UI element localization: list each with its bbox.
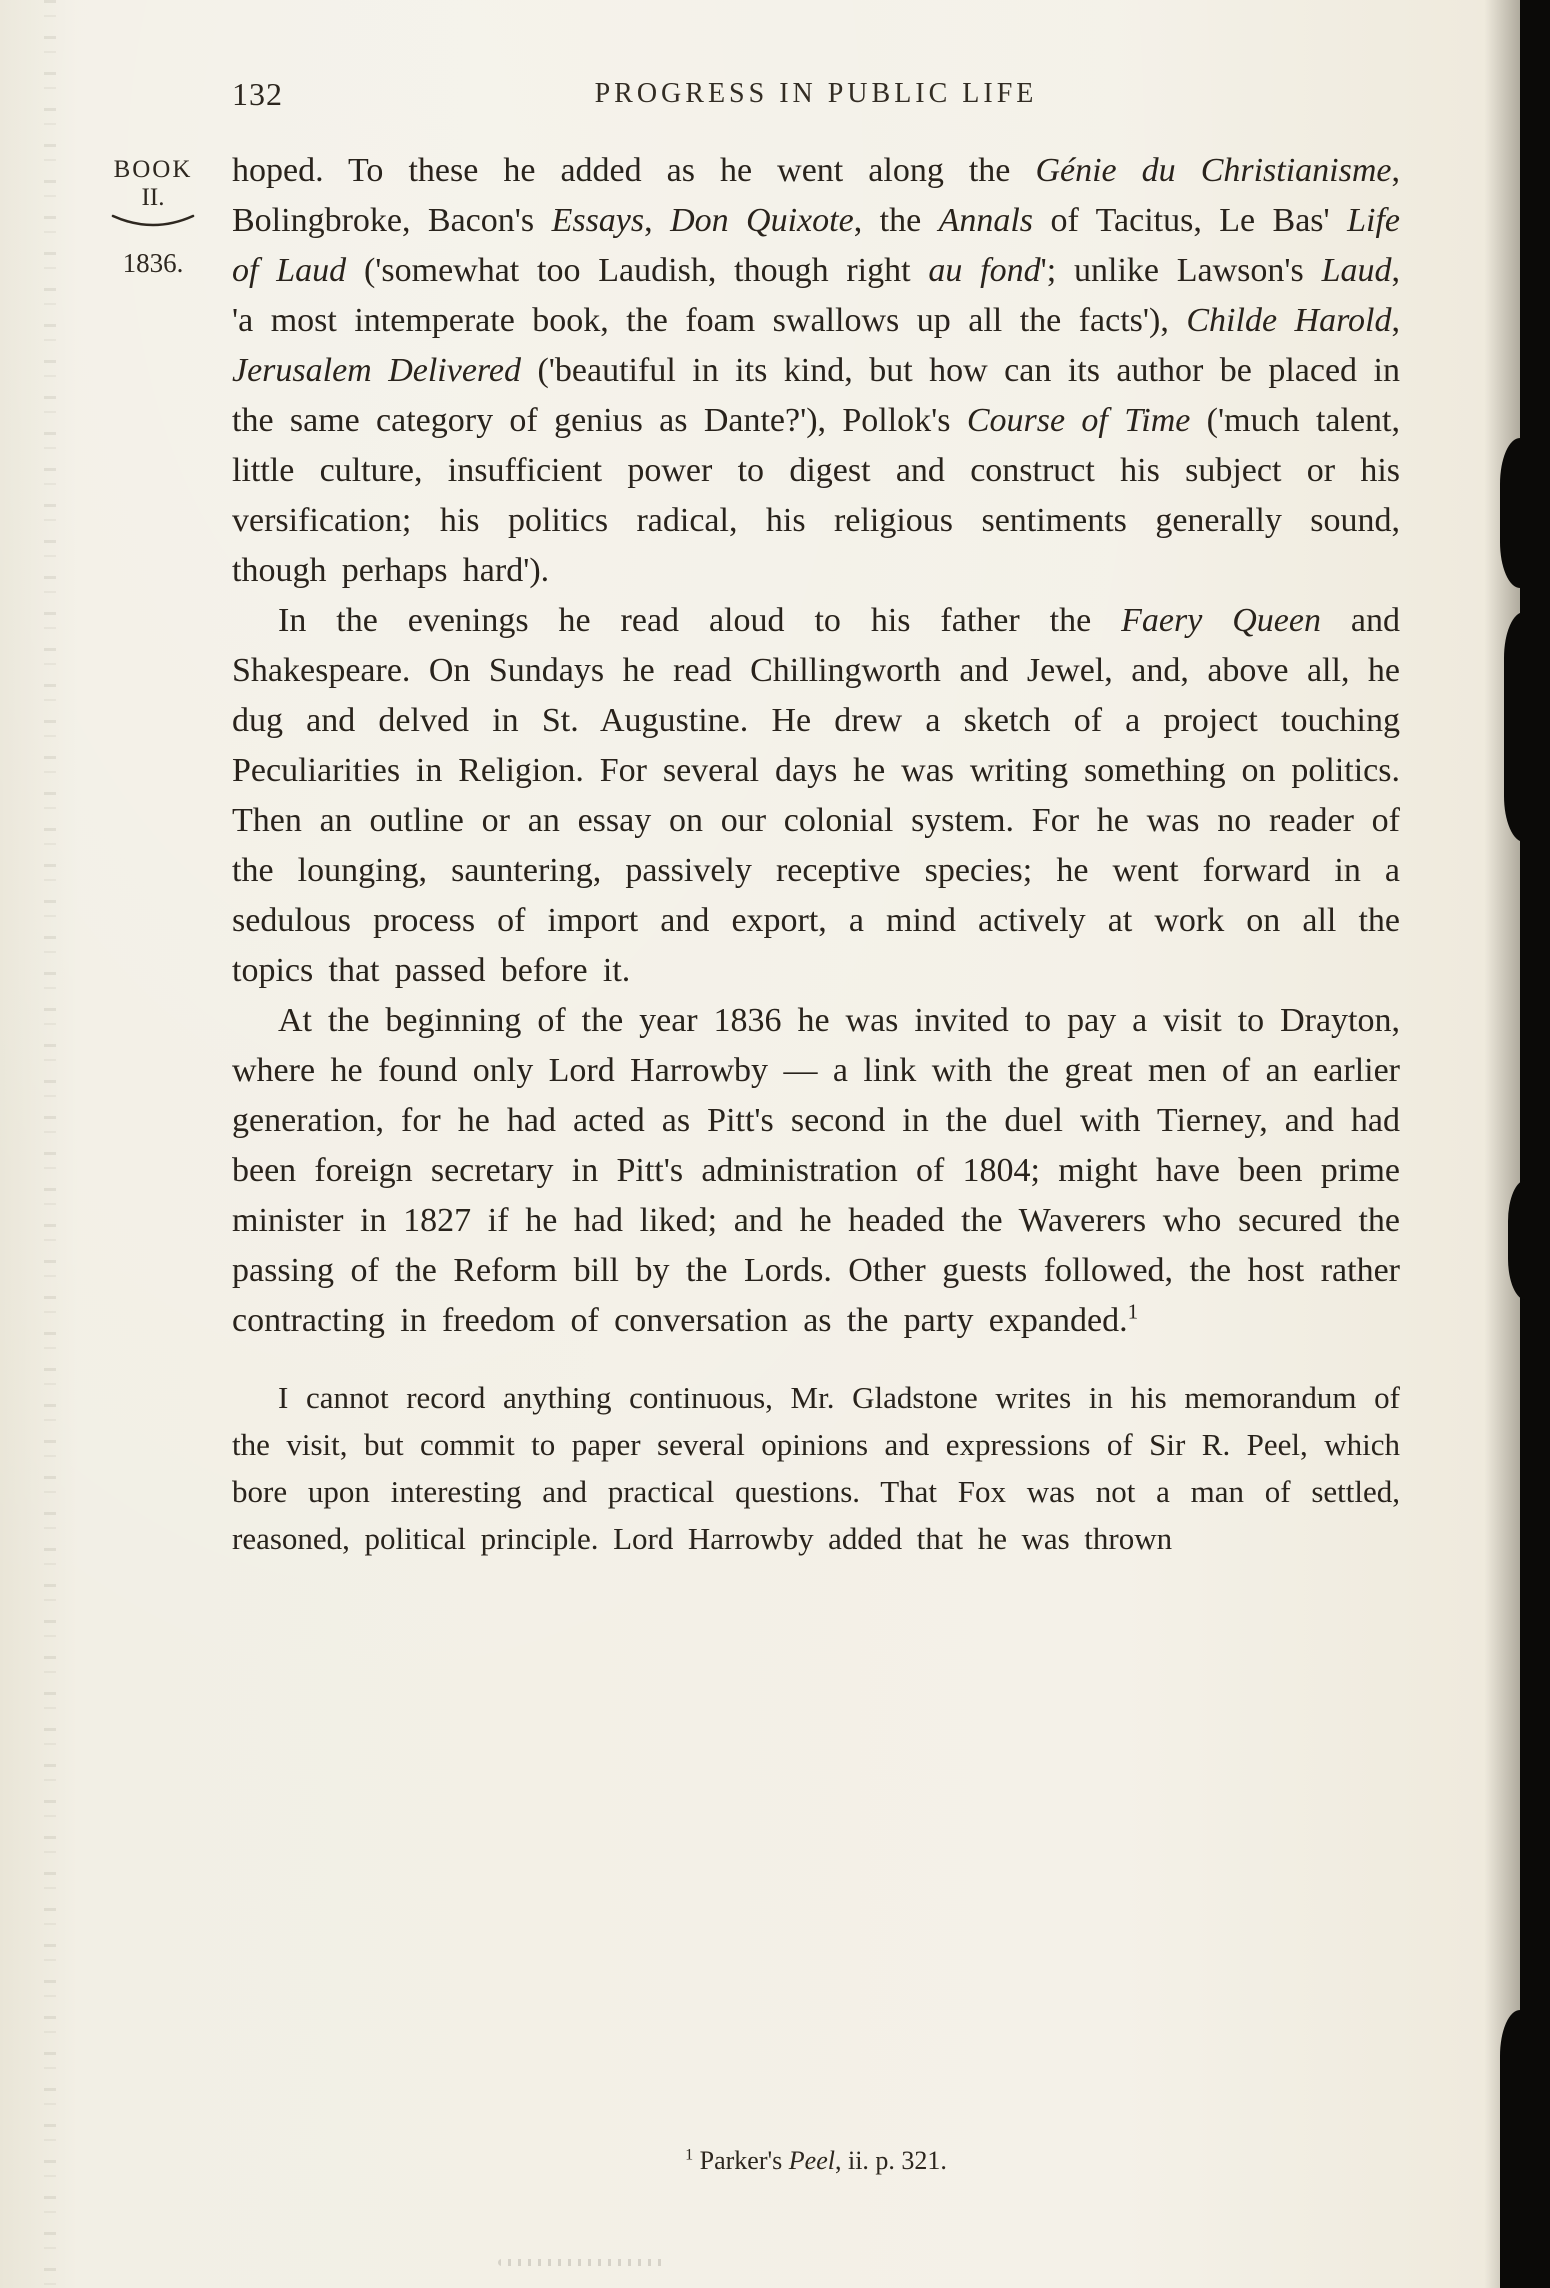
scan-blob <box>1504 612 1528 842</box>
text: , <box>644 202 671 239</box>
text: , 'a most intemperate book, the foam swallows up all the facts'), <box>232 252 1400 339</box>
margin-brace-icon <box>107 212 199 232</box>
running-header: PROGRESS IN PUBLIC LIFE <box>594 78 1038 109</box>
text: hoped. To these he added as he went along the <box>232 152 1036 189</box>
italic-text: au fond <box>928 252 1041 289</box>
text: In the evenings he read aloud to his father the <box>278 602 1122 639</box>
italic-text: Peel <box>788 2146 835 2175</box>
page-header <box>232 78 1400 110</box>
text: , ii. p. 321. <box>834 2146 947 2175</box>
paragraph <box>232 996 1400 1346</box>
text: of Tacitus, Le Bas' <box>1033 202 1348 239</box>
scan-smudge-bottom <box>498 2259 668 2266</box>
scan-blob <box>1500 438 1526 588</box>
paragraph-continuation <box>232 146 1400 596</box>
text: and Shakespeare. On Sundays he read Chillingworth and Jewel, and, above all, he dug and delved in St. Augustine. He drew a sketch of a project touching Peculiarities in Religion. For several days he was writing something on politics. Then an outline or an essay on our colonial system. For he was no reader of the lounging, sauntering, passively receptive species; he went forward in a sedulous process of import and export, a mind actively at work on all the topics that passed before it. <box>232 602 1400 989</box>
margin-book-label: BOOK <box>113 156 193 183</box>
superscript-ref: 1 <box>1127 1299 1139 1324</box>
italic-text: Annals <box>938 202 1034 239</box>
margin-year-label: 1836. <box>122 248 184 278</box>
text: Parker's <box>693 2146 789 2175</box>
italic-text: Life of Laud <box>232 202 1400 289</box>
superscript-ref: 1 <box>685 2146 694 2164</box>
italic-text: Laud <box>1321 252 1392 289</box>
italic-text: Essays <box>551 202 645 239</box>
scan-noise-left <box>44 0 56 2288</box>
italic-text: Childe Harold <box>1186 302 1392 339</box>
footnote-text <box>685 2146 947 2175</box>
text: '; unlike Lawson's <box>1040 252 1322 289</box>
italic-text: Génie du Christianisme <box>1035 152 1392 189</box>
footnote <box>232 2146 1400 2176</box>
italic-text: Don Quixote <box>670 202 854 239</box>
text: I cannot record anything continuous, Mr. Gladstone writes in his memorandum of the visit, but commit to paper several opinions and expressions of Sir R. Peel, which bore upon interesting and practical questions. That Fox was not a man of settled, reasoned, political principle. Lord Harrowby added that he was thrown <box>232 1380 1400 1556</box>
text: ('much talent, little culture, insufficient power to digest and construct his subject or his versification; his politics radical, his religious sentiments generally sound, though perhaps hard'). <box>232 402 1401 589</box>
scan-bar-right <box>1520 0 1550 2288</box>
italic-text: Course of Time <box>966 402 1191 439</box>
text: , the <box>853 202 939 239</box>
italic-text: Faery Queen <box>1121 602 1321 639</box>
italic-text: Jerusalem Delivered <box>232 352 521 389</box>
text: ('beautiful in its kind, but how can its author be placed in the same category of genius as Dante?'), Pollok's <box>232 352 1400 439</box>
page-body <box>232 146 1400 1562</box>
text: , Bolingbroke, Bacon's <box>232 152 1400 239</box>
text: At the beginning of the year 1836 he was invited to pay a visit to Drayton, where he found only Lord Harrowby — a link with the great men of an earlier generation, for he had acted as Pitt's second in the duel with Tierney, and had been foreign secretary in Pitt's administration of 1804; might have been prime minister in 1827 if he had liked; and he headed the Waverers who secured the passing of the Reform bill by the Lords. Other guests followed, the host rather contracting in freedom of conversation as the party expanded. <box>232 1002 1400 1339</box>
text: ('somewhat too Laudish, though right <box>346 252 929 289</box>
paragraph <box>232 596 1400 996</box>
scan-blob <box>1508 1180 1526 1300</box>
scan-shadow-right <box>1484 0 1524 2288</box>
scan-blob <box>1500 2010 1530 2288</box>
block-quote-paragraph <box>232 1374 1400 1562</box>
margin-notes <box>86 156 220 279</box>
text: , <box>1391 302 1401 339</box>
page-number: 132 <box>232 76 283 112</box>
margin-book-numeral: II. <box>141 184 165 211</box>
